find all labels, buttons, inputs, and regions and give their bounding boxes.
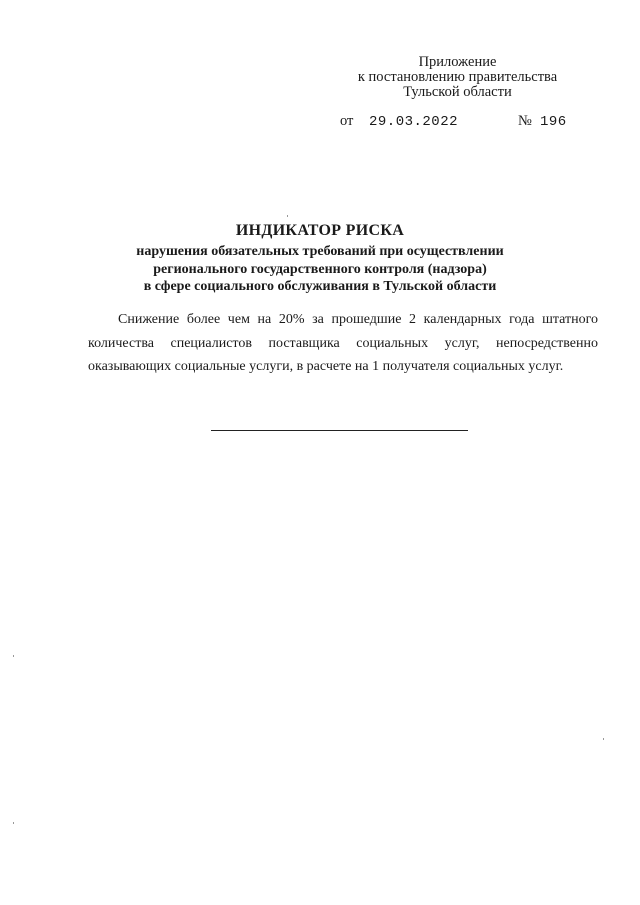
document-title: ИНДИКАТОР РИСКА [235, 222, 405, 239]
appendix-block [330, 55, 585, 100]
body-paragraph: Снижение более чем на 20% за прошедшие 2 календарных года штатного количества специалистов поставщика социальных услуг, непосредственно оказывающих социальные услуги, в расчете на 1 получателя социальных услуг. [88, 312, 598, 374]
subtitle-line-3: в сфере социального обслуживания в Тульской области [143, 279, 497, 294]
reference-number-sign: № [518, 113, 532, 129]
reference-date: 29.03.2022 [369, 114, 459, 130]
reference-from-label: от [340, 113, 354, 129]
document-subtitle [0, 243, 640, 296]
scan-speck [13, 655, 14, 657]
separator-line [211, 430, 468, 431]
scan-speck [603, 738, 604, 740]
subtitle-line-1: нарушения обязательных требований при осуществлении [136, 244, 504, 259]
appendix-line-3: Тульской области [403, 84, 512, 100]
scan-speck [13, 822, 14, 824]
appendix-line-2: к постановлению правительства [357, 69, 558, 85]
appendix-line-1: Приложение [418, 54, 497, 70]
scan-speck [287, 215, 288, 217]
subtitle-line-2: регионального государственного контроля (надзора) [153, 261, 487, 277]
reference-number: 196 [540, 114, 567, 130]
